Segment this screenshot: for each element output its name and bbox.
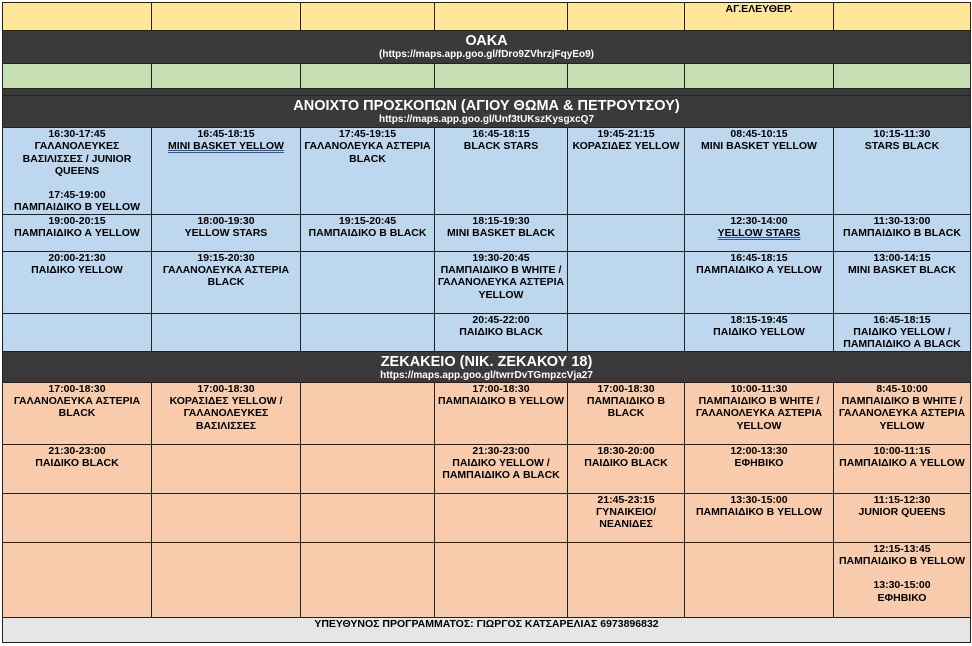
team-name: ΠΑΙΔΙΚΟ BLACK	[35, 457, 119, 470]
session-time: 20:00-21:30	[48, 251, 106, 264]
schedule-cell	[3, 214, 152, 251]
schedule-cell	[301, 251, 435, 313]
schedule-cell	[435, 214, 568, 251]
schedule-cell	[152, 128, 301, 215]
team-name: ΠΑΙΔΙΚΟ YELLOW	[31, 264, 123, 277]
session-time: 10:00-11:30	[730, 382, 788, 395]
schedule-row	[3, 214, 971, 251]
session-time: 19:15-20:30	[197, 251, 255, 264]
team-name: ΠΑΜΠΑΙΔΙΚΟ Β YELLOW	[838, 555, 966, 568]
team-name: ΠΑΜΠΑΙΔΙΚΟ Β WHITE / ΓΑΛΑΝΟΛΕΥΚΑ ΑΣΤΕΡΙΑ YELLOW	[838, 395, 966, 432]
schedule-cell	[435, 382, 568, 444]
team-name: ΠΑΜΠΑΙΔΙΚΟ Α YELLOW	[839, 457, 965, 470]
schedule-cell	[152, 251, 301, 313]
schedule-cell	[435, 493, 568, 542]
schedule-cell	[3, 251, 152, 313]
section-title: ΑΝΟΙΧΤΟ ΠΡΟΣΚΟΠΩΝ (ΑΓΙΟΥ ΘΩΜΑ & ΠΕΤΡΟΥΤΣΟΥ)	[293, 98, 680, 114]
schedule-cell	[568, 214, 685, 251]
team-name: MINI BASKET YELLOW	[701, 140, 817, 153]
team-name: ΠΑΙΔΙΚΟ BLACK	[584, 457, 668, 470]
session-time: 21:30-23:00	[48, 444, 106, 457]
session-time: 17:00-18:30	[472, 382, 530, 395]
session-time: 21:30-23:00	[472, 444, 530, 457]
schedule-cell	[834, 444, 971, 493]
section-header-oaka	[3, 31, 971, 64]
team-name: BLACK STARS	[463, 140, 539, 153]
schedule-cell	[834, 382, 971, 444]
schedule-row	[3, 128, 971, 215]
team-name: ΓΥΝΑΙΚΕΙΟ/ ΝΕΑΝΙΔΕΣ	[596, 506, 656, 531]
session-time: 19:15-20:45	[338, 214, 397, 227]
session-time: 16:45-18:15	[730, 251, 788, 264]
team-name: ΠΑΙΔΙΚΟ YELLOW	[713, 326, 805, 339]
schedule-row	[3, 382, 971, 444]
team-name: ΕΦΗΒΙΚΟ	[734, 457, 784, 470]
schedule-cell	[834, 214, 971, 251]
schedule-cell	[568, 542, 685, 617]
schedule-cell	[152, 493, 301, 542]
session-time: 10:15-11:30	[873, 128, 931, 140]
schedule-cell	[685, 444, 834, 493]
schedule-cell	[301, 382, 435, 444]
schedule-cell	[301, 444, 435, 493]
team-name: ΠΑΜΠΑΙΔΙΚΟ Α YELLOW	[696, 264, 822, 277]
top-row	[3, 3, 971, 31]
session-time: 12:30-14:00	[730, 214, 788, 227]
schedule-cell	[435, 251, 568, 313]
section-title: ΖΕΚΑΚΕΙΟ (ΝΙΚ. ΖΕΚΑΚΟΥ 18)	[380, 353, 593, 370]
session-time: 18:00-19:30	[197, 214, 255, 227]
schedule-cell	[301, 214, 435, 251]
session-time: 12:00-13:30	[730, 444, 788, 457]
session-time: 16:30-17:45	[48, 128, 106, 140]
session-time: 19:00-20:15	[48, 214, 106, 227]
section-title: ΟΑΚΑ	[465, 33, 508, 49]
schedule-cell	[568, 313, 685, 351]
team-name: ΓΑΛΑΝΟΛΕΥΚΕΣ ΒΑΣΙΛΙΣΣΕΣ / JUNIOR QUEENS	[22, 140, 132, 177]
schedule-cell	[3, 542, 152, 617]
schedule-cell	[152, 313, 301, 351]
session-time: 19:30-20:45	[472, 251, 530, 264]
schedule-cell	[152, 214, 301, 251]
session-time: 13:00-14:15	[873, 251, 931, 264]
team-name: ΠΑΜΠΑΙΔΙΚΟ Β YELLOW	[695, 506, 823, 519]
team-name: MINI BASKET BLACK	[447, 227, 555, 240]
session-time: 21:45-23:15	[597, 493, 655, 506]
schedule-cell	[568, 251, 685, 313]
schedule-cell	[3, 493, 152, 542]
team-name: ΠΑΜΠΑΙΔΙΚΟ Α YELLOW	[14, 227, 140, 240]
schedule-cell	[568, 444, 685, 493]
team-name: ΠΑΙΔΙΚΟ YELLOW / ΠΑΜΠΑΙΔΙΚΟ Α BLACK	[442, 457, 560, 482]
schedule-cell	[834, 542, 971, 617]
schedule-cell	[152, 542, 301, 617]
schedule-cell	[301, 313, 435, 351]
team-name: ΕΦΗΒΙΚΟ	[877, 591, 927, 604]
team-name: YELLOW STARS	[717, 227, 801, 240]
team-name: ΓΑΛΑΝΟΛΕΥΚΑ ΑΣΤΕΡΙΑ BLACK	[13, 395, 141, 420]
team-name: ΠΑΜΠΑΙΔΙΚΟ Β YELLOW	[13, 201, 141, 214]
schedule-cell	[834, 251, 971, 313]
schedule-row	[3, 493, 971, 542]
schedule-row	[3, 313, 971, 351]
session-time: 12:15-13:45	[873, 542, 931, 555]
schedule-cell	[301, 493, 435, 542]
session-time: 17:00-18:30	[197, 382, 255, 395]
section-map-link[interactable]: https://maps.app.goo.gl/twrrDvTGmpzcVja27	[380, 369, 593, 381]
team-name: JUNIOR QUEENS	[858, 506, 946, 519]
schedule-cell	[301, 128, 435, 215]
schedule-row	[3, 444, 971, 493]
session-time: 17:45-19:00	[48, 189, 106, 202]
section-header-anoixto	[3, 96, 971, 128]
team-name: ΚΟΡΑΣΙΔΕΣ YELLOW	[572, 140, 680, 153]
session-time: 11:15-12:30	[873, 493, 931, 506]
session-time: 08:45-10:15	[730, 128, 788, 140]
session-time: 10:00-11:15	[873, 444, 931, 457]
team-name: ΠΑΙΔΙΚΟ BLACK	[459, 326, 543, 339]
team-name: ΠΑΜΠΑΙΔΙΚΟ Β BLACK	[843, 227, 961, 240]
section-spacer	[3, 89, 971, 96]
section-map-link[interactable]: (https://maps.app.goo.gl/fDro9ZVhrzjFqyEo9)	[379, 49, 594, 60]
session-time: 13:30-15:00	[873, 579, 931, 592]
session-time: 8:45-10:00	[876, 382, 928, 395]
team-name: ΠΑΜΠΑΙΔΙΚΟ Β WHITE / ΓΑΛΑΝΟΛΕΥΚΑ ΑΣΤΕΡΙΑ YELLOW	[437, 264, 565, 301]
schedule-cell	[3, 444, 152, 493]
team-name: ΠΑΙΔΙΚΟ YELLOW / ΠΑΜΠΑΙΔΙΚΟ Α BLACK	[843, 326, 961, 351]
schedule-cell	[3, 313, 152, 351]
session-time: 17:00-18:30	[597, 382, 655, 395]
schedule-cell	[568, 128, 685, 215]
session-time: 20:45-22:00	[472, 313, 530, 326]
team-name: MINI BASKET YELLOW	[168, 140, 284, 153]
session-time: 16:45-18:15	[873, 313, 931, 326]
schedule-cell	[685, 493, 834, 542]
schedule-cell	[152, 382, 301, 444]
schedule-cell	[152, 444, 301, 493]
program-manager-footer: ΥΠΕΥΘΥΝΟΣ ΠΡΟΓΡΑΜΜΑΤΟΣ: ΓΙΩΡΓΟΣ ΚΑΤΣΑΡΕΛΙΑΣ 6973896832	[3, 617, 971, 642]
schedule-cell	[685, 128, 834, 215]
schedule-row	[3, 542, 971, 617]
section-header-zekakeio	[3, 351, 971, 382]
session-time: 16:45-18:15	[472, 128, 530, 140]
schedule-cell	[3, 382, 152, 444]
schedule-cell	[435, 542, 568, 617]
section-map-link[interactable]: https://maps.app.goo.gl/Unf3tUKszKysgxcQ7	[378, 114, 595, 125]
schedule-cell	[435, 444, 568, 493]
session-time: 19:45-21:15	[597, 128, 655, 140]
schedule-cell	[3, 128, 152, 215]
team-name: ΚΟΡΑΣΙΔΕΣ YELLOW / ΓΑΛΑΝΟΛΕΥΚΕΣ ΒΑΣΙΛΙΣΣΕΣ	[169, 395, 283, 432]
schedule-cell	[834, 128, 971, 215]
schedule-cell	[568, 382, 685, 444]
schedule-cell	[435, 313, 568, 351]
schedule-row	[3, 251, 971, 313]
team-name: ΓΑΛΑΝΟΛΕΥΚΑ ΑΣΤΕΡΙΑ BLACK	[162, 264, 290, 289]
team-name: ΠΑΜΠΑΙΔΙΚΟ Β WHITE / ΓΑΛΑΝΟΛΕΥΚΑ ΑΣΤΕΡΙΑ YELLOW	[695, 395, 823, 432]
schedule-cell	[834, 493, 971, 542]
session-time: 13:30-15:00	[730, 493, 788, 506]
schedule-cell	[685, 313, 834, 351]
schedule-cell	[685, 214, 834, 251]
schedule-cell	[685, 251, 834, 313]
team-name: MINI BASKET BLACK	[848, 264, 956, 277]
oaka-row	[3, 64, 971, 89]
schedule-cell	[685, 542, 834, 617]
session-time: 11:30-13:00	[873, 214, 931, 227]
session-time: 18:15-19:30	[472, 214, 530, 227]
team-name: ΠΑΜΠΑΙΔΙΚΟ Β BLACK	[308, 227, 427, 240]
schedule-cell	[435, 128, 568, 215]
schedule-cell	[301, 542, 435, 617]
team-name: ΠΑΜΠΑΙΔΙΚΟ Β YELLOW	[437, 395, 565, 408]
schedule-cell	[568, 493, 685, 542]
footer-row	[3, 617, 971, 642]
team-name: STARS BLACK	[864, 140, 940, 153]
session-time: 17:45-19:15	[338, 128, 397, 140]
schedule-cell	[834, 313, 971, 351]
session-time: 18:15-19:45	[730, 313, 788, 326]
team-name: ΠΑΜΠΑΙΔΙΚΟ Β BLACK	[586, 395, 666, 420]
session-time: 17:00-18:30	[48, 382, 106, 395]
schedule-table	[2, 2, 971, 643]
schedule-cell	[685, 382, 834, 444]
session-time: 16:45-18:15	[197, 128, 255, 140]
team-name: ΓΑΛΑΝΟΛΕΥΚΑ ΑΣΤΕΡΙΑ BLACK	[304, 140, 431, 165]
top-cell-location: ΑΓ.ΕΛΕΥΘΕΡ.	[685, 3, 834, 31]
session-time: 18:30-20:00	[597, 444, 655, 457]
team-name: YELLOW STARS	[184, 227, 268, 240]
